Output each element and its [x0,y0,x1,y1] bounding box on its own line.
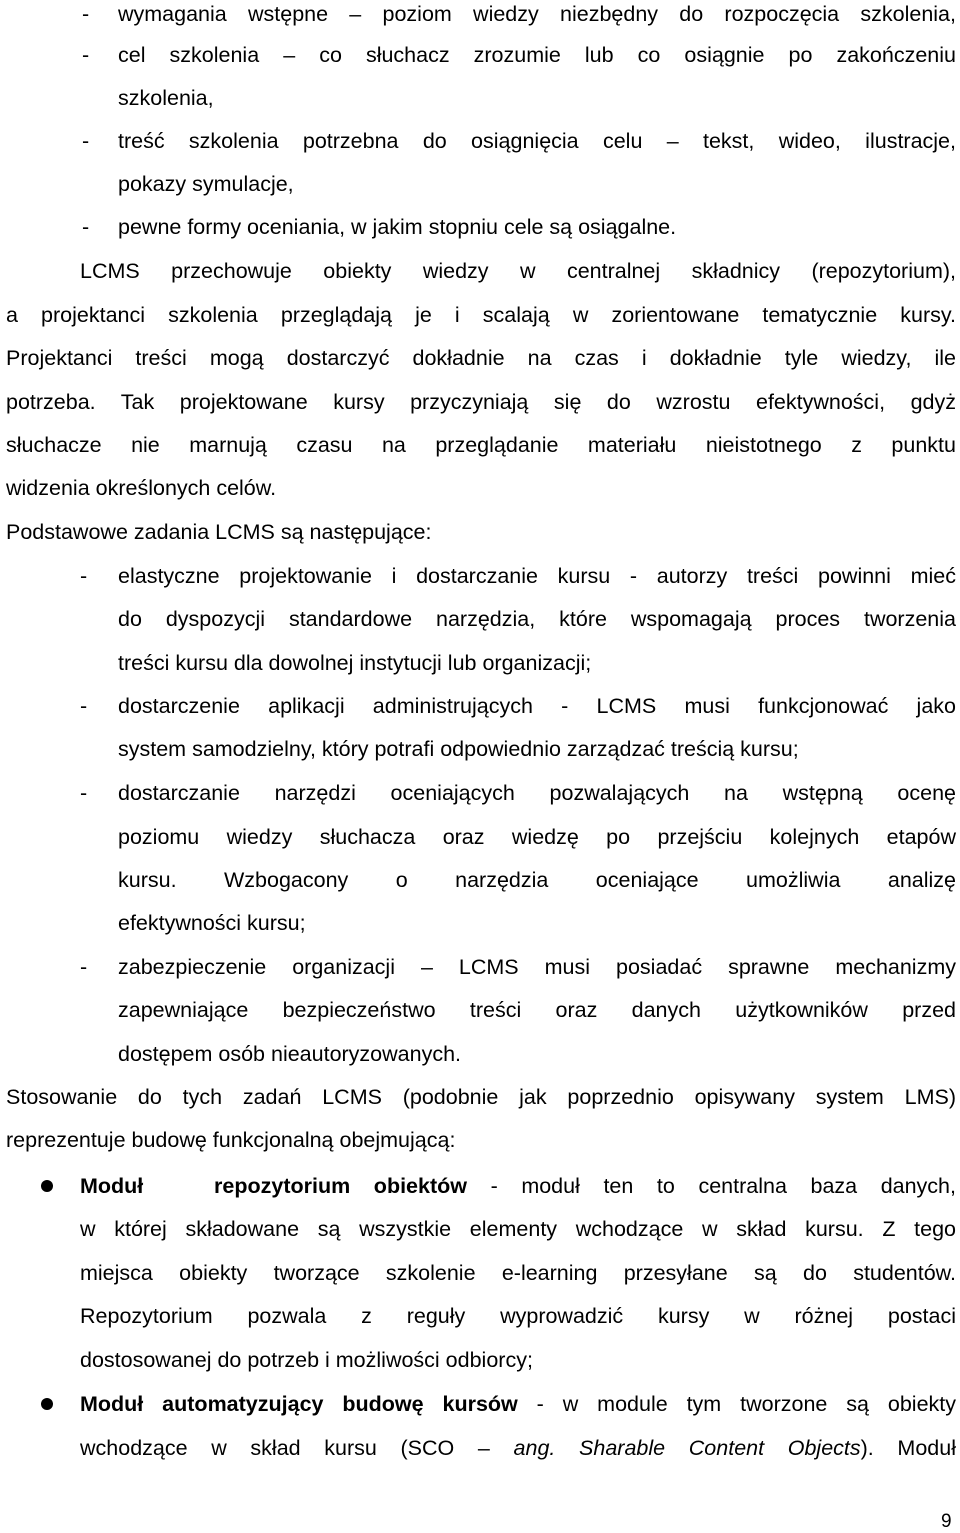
paragraph-line: widzenia określonych celów. [6,476,277,500]
list-item-continuation: pokazy symulacje, [118,172,294,196]
paragraph-line: a projektanci szkolenia przeglądają je i scalają w zorientowane tematycznie kursy. [6,303,956,327]
module-item [80,1172,956,1200]
page-number: 9 [941,1511,952,1532]
list-item: cel szkolenia – co słuchacz zrozumie lub co osiągnie po zakończeniu [118,43,956,67]
list-dash: - [82,43,90,67]
module-text: - w module tym tworzone są obiekty [517,1392,956,1416]
paragraph-line: reprezentuje budowę funkcjonalną obejmującą: [6,1128,456,1152]
list-item-continuation: do dyspozycji standardowe narzędzia, które wspomagają proces tworzenia [118,607,956,631]
module-title: Moduł repozytorium obiektów [80,1174,467,1198]
list-item: wymagania wstępne – poziom wiedzy niezbędny do rozpoczęcia szkolenia, [118,2,956,26]
module-item-continuation: Repozytorium pozwala z reguły wyprowadzić kursy w różnej postaci [80,1304,956,1328]
list-item-continuation: system samodzielny, który potrafi odpowiednio zarządzać treścią kursu; [118,737,799,761]
module-text-italic: ang. Sharable Content Objects [513,1436,861,1460]
list-item: elastyczne projektowanie i dostarczanie kursu - autorzy treści powinni mieć [118,564,956,588]
list-item-continuation: dostępem osób nieautoryzowanych. [118,1042,462,1066]
module-item-continuation: miejsca obiekty tworzące szkolenie e-learning przesyłane są do studentów. [80,1261,956,1285]
list-item: pewne formy oceniania, w jakim stopniu cele są osiągalne. [118,215,677,239]
module-title: Moduł automatyzujący budowę kursów [80,1392,518,1416]
list-dash: - [80,694,88,718]
list-item-continuation: zapewniające bezpieczeństwo treści oraz danych użytkowników przed [118,998,956,1022]
module-item [80,1390,956,1418]
list-dash: - [82,215,90,239]
paragraph-line: słuchacze nie marnują czasu na przeglądanie materiału nieistotnego z punktu [6,433,956,457]
paragraph-line: LCMS przechowuje obiekty wiedzy w centralnej składnicy (repozytorium), [80,259,956,283]
module-text: wchodzące w skład kursu (SCO – [80,1436,490,1460]
list-dash: - [82,129,90,153]
paragraph-line: potrzeba. Tak projektowane kursy przyczyniają się do wzrostu efektywności, gdyż [6,390,956,414]
bullet-icon [41,1180,53,1192]
list-item-continuation: poziomu wiedzy słuchacza oraz wiedzę po przejściu kolejnych etapów [118,825,956,849]
list-item-continuation: efektywności kursu; [118,911,306,935]
list-item: dostarczenie aplikacji administrujących - LCMS musi funkcjonować jako [118,694,956,718]
list-dash: - [80,564,88,588]
list-item-continuation: treści kursu dla dowolnej instytucji lub organizacji; [118,651,592,675]
list-dash: - [80,955,88,979]
list-item: zabezpieczenie organizacji – LCMS musi posiadać sprawne mechanizmy [118,955,956,979]
module-item-continuation: dostosowanej do potrzeb i możliwości odbiorcy; [80,1348,533,1372]
list-item-continuation: szkolenia, [118,86,214,110]
list-dash: - [82,2,90,26]
module-text: ). Moduł [860,1436,956,1460]
module-item-continuation: w której składowane są wszystkie elementy wchodzące w skład kursu. Z tego [80,1217,956,1241]
list-dash: - [80,781,88,805]
list-item: treść szkolenia potrzebna do osiągnięcia celu – tekst, wideo, ilustracje, [118,129,956,153]
module-item-continuation [80,1434,956,1462]
section-heading: Podstawowe zadania LCMS są następujące: [6,520,432,544]
list-item-continuation: kursu. Wzbogacony o narzędzia oceniające umożliwia analizę [118,868,956,892]
bullet-icon [41,1398,53,1410]
list-item: dostarczanie narzędzi oceniających pozwalających na wstępną ocenę [118,781,956,805]
module-text: - moduł ten to centralna baza danych, [466,1174,956,1198]
paragraph-line: Projektanci treści mogą dostarczyć dokładnie na czas i dokładnie tyle wiedzy, ile [6,346,956,370]
paragraph-line: Stosowanie do tych zadań LCMS (podobnie jak poprzednio opisywany system LMS) [6,1085,956,1109]
